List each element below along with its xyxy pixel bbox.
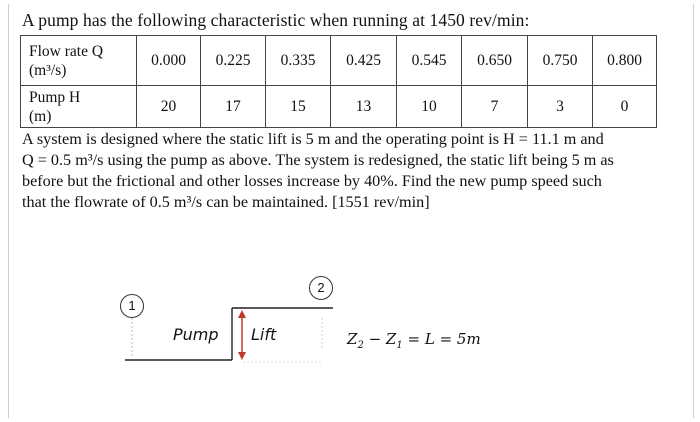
point-1-marker: 1 — [120, 294, 144, 318]
flow-rate-cell: 0.425 — [331, 36, 397, 86]
flow-rate-cell: 0.000 — [137, 36, 201, 86]
paragraph-line: A system is designed where the static lift is 5 m and the operating point is H = 11.1 m and — [22, 130, 604, 148]
flow-rate-cell: 0.750 — [528, 36, 593, 86]
point-2-marker: 2 — [309, 276, 333, 300]
pump-head-cell: 3 — [528, 86, 593, 128]
paragraph-line: before but the frictional and other losses increase by 40%. Find the new pump speed such — [22, 172, 602, 190]
pump-head-cell: 0 — [593, 86, 657, 128]
eq-z2: Z — [347, 330, 358, 348]
paragraph-line: that the flowrate of 0.5 m³/s can be maintained. [1551 rev/min] — [22, 193, 430, 211]
flow-rate-header-line1: Flow rate Q — [29, 42, 104, 60]
lift-arrow-up-head — [238, 310, 246, 318]
problem-heading: A pump has the following characteristic when running at 1450 rev/min: — [22, 10, 530, 30]
flow-rate-header-line2: (m³/s) — [29, 61, 67, 79]
flow-rate-cell: 0.545 — [397, 36, 462, 86]
eq-sub2: 2 — [357, 340, 364, 351]
pump-head-cell: 20 — [137, 86, 201, 128]
flow-rate-cell: 0.225 — [201, 36, 266, 86]
paragraph-line: Q = 0.5 m³/s using the pump as above. The system is redesigned, the static lift being 5 m as — [22, 151, 614, 169]
eq-z1: Z — [385, 330, 397, 348]
pump-head-cell: 10 — [397, 86, 462, 128]
pump-head-cell: 7 — [462, 86, 528, 128]
pump-head-cell: 17 — [201, 86, 266, 128]
flow-rate-cell: 0.800 — [593, 36, 657, 86]
pump-head-cell: 13 — [331, 86, 397, 128]
flow-rate-cell: 0.650 — [462, 36, 528, 86]
eq-minus: − — [363, 330, 386, 348]
elevation-equation — [347, 330, 481, 351]
pump-head-header-line2: (m) — [29, 107, 52, 125]
eq-rest: = L = 5m — [402, 330, 481, 348]
lift-arrow-down-head — [238, 352, 246, 360]
pump-head-header-line1: Pump H — [29, 88, 81, 106]
eq-sub1: 1 — [396, 340, 403, 351]
pump-head-cell: 15 — [266, 86, 331, 128]
lift-label: Lift — [251, 325, 277, 344]
pump-label: Pump — [173, 325, 219, 344]
flow-rate-cell: 0.335 — [266, 36, 331, 86]
